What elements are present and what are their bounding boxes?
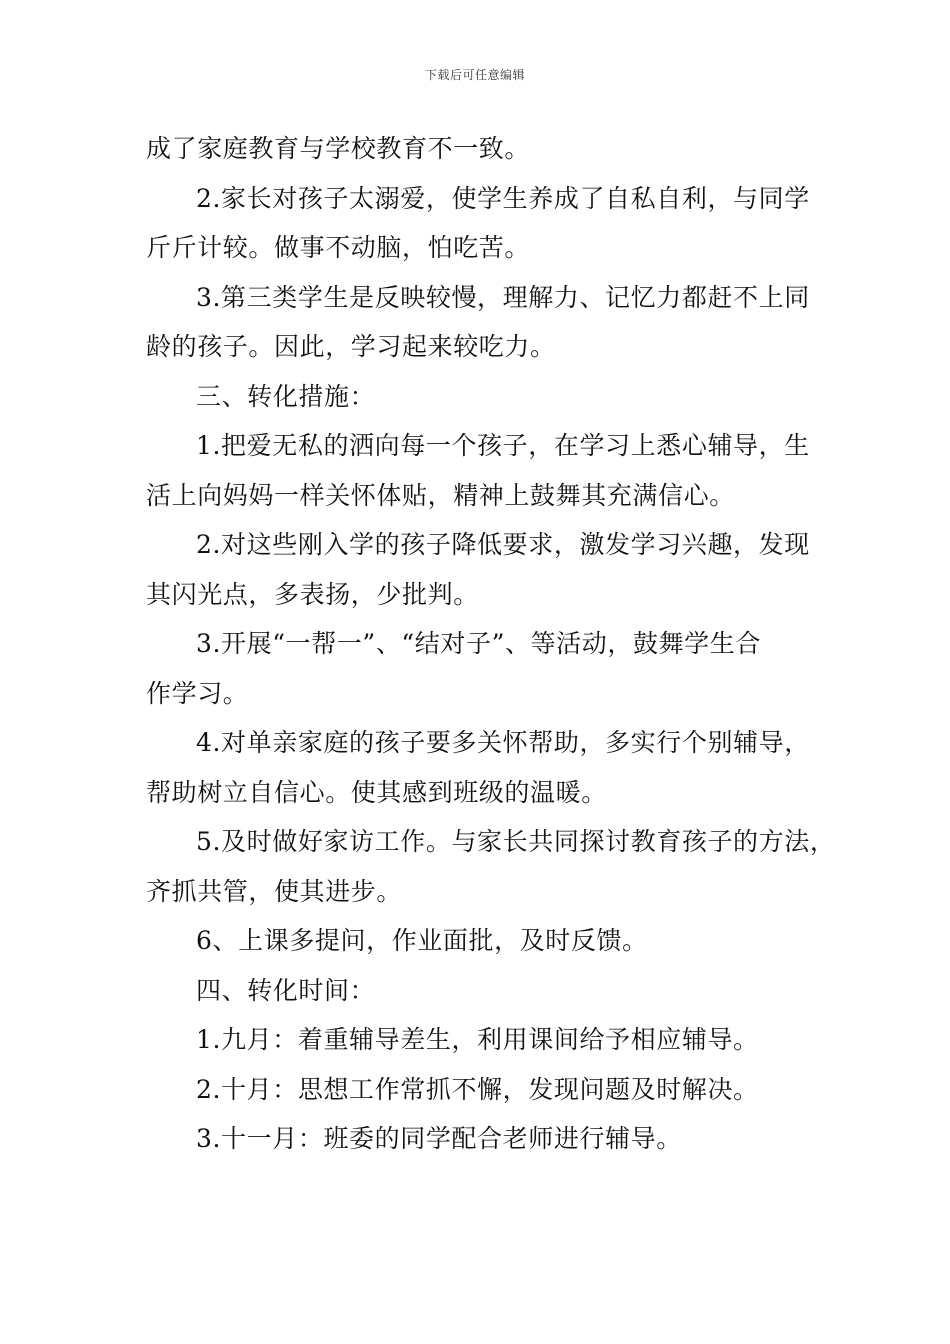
paragraph-line: 活上向妈妈一样关怀体贴，精神上鼓舞其充满信心。	[146, 480, 735, 510]
paragraph-line: 其闪光点，多表扬，少批判。	[146, 579, 479, 609]
section-heading: 三、转化措施：	[196, 381, 376, 411]
paragraph-line: 6、上课多提问，作业面批，及时反馈。	[196, 926, 648, 955]
paragraph-line: 2.十月：思想工作常抓不懈，发现问题及时解决。	[196, 1074, 759, 1104]
paragraph-line: 3.第三类学生是反映较慢，理解力、记忆力都赶不上同	[196, 282, 810, 312]
paragraph-line: 2.家长对孩子太溺爱，使学生养成了自私自利，与同学	[196, 183, 810, 213]
paragraph-line: 斤斤计较。做事不动脑，怕吃苦。	[146, 233, 531, 262]
paragraph-line: 4.对单亲家庭的孩子要多关怀帮助，多实行个别辅导，	[196, 728, 810, 757]
paragraph-line: 龄的孩子。因此，学习起来较吃力。	[146, 332, 556, 361]
paragraph-line: 齐抓共管，使其进步。	[146, 876, 403, 906]
page-header: 下载后可任意编辑	[424, 68, 525, 82]
section-heading: 四、转化时间：	[196, 975, 376, 1005]
paragraph-line: 帮助树立自信心。使其感到班级的温暖。	[146, 777, 607, 807]
document-body	[146, 124, 836, 1164]
paragraph-line: 1.九月：着重辅导差生，利用课间给予相应辅导。	[196, 1025, 759, 1054]
paragraph-line: 3.开展“一帮一”、“结对子”、等活动，鼓舞学生合	[196, 629, 761, 658]
paragraph-line: 成了家庭教育与学校教育不一致。	[146, 134, 531, 163]
paragraph-line: 3.十一月：班委的同学配合老师进行辅导。	[196, 1124, 682, 1153]
paragraph-line: 1.把爱无私的洒向每一个孩子，在学习上悉心辅导，生	[196, 431, 810, 460]
paragraph-line: 作学习。	[146, 678, 249, 708]
paragraph-line: 2.对这些刚入学的孩子降低要求，激发学习兴趣，发现	[196, 530, 810, 559]
paragraph-line: 5.及时做好家访工作。与家长共同探讨教育孩子的方法，	[196, 827, 836, 856]
